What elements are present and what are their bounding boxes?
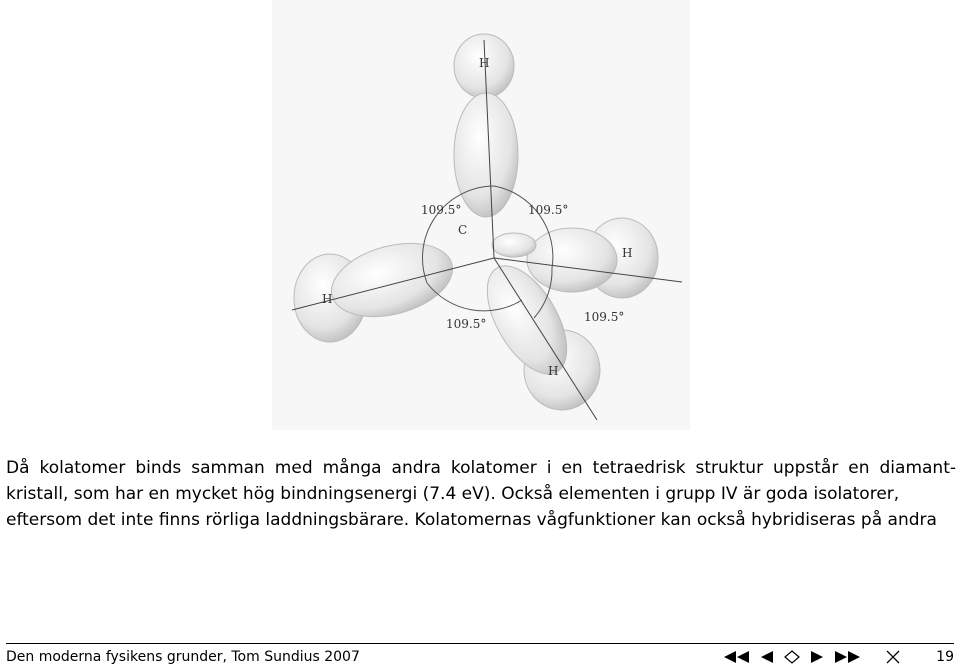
- body-paragraph: [6, 455, 956, 533]
- sp3-orbital-figure: [272, 0, 690, 430]
- double-right-arrow-icon: [834, 650, 862, 664]
- double-left-arrow-icon: [722, 650, 750, 664]
- atom-label-center: C: [458, 223, 468, 237]
- previous-page-button[interactable]: [760, 650, 774, 664]
- first-page-button[interactable]: [722, 650, 750, 664]
- body-line-1: Då kolatomer binds samman med många andra kolatomer i en tetraedrisk struktur uppstår en diamant-: [6, 458, 956, 478]
- footer-title: Den moderna fysikens grunder, Tom Sundius 2007: [6, 649, 360, 665]
- footer-rule: [6, 643, 954, 644]
- angle-label-lower-left: 109.5°: [446, 317, 487, 331]
- next-page-button[interactable]: [810, 650, 824, 664]
- diamond-icon: [784, 650, 800, 664]
- close-control: [886, 647, 910, 667]
- close-button[interactable]: [886, 650, 900, 664]
- left-arrow-icon: [760, 650, 774, 664]
- orbital-lobe-right: [527, 218, 658, 298]
- atom-label-right: H: [622, 246, 633, 260]
- angle-label-lower-right: 109.5°: [584, 310, 625, 324]
- navigation-controls: [722, 647, 872, 667]
- atom-label-bottom: H: [548, 364, 559, 378]
- go-back-button[interactable]: [784, 650, 800, 664]
- atom-label-top: H: [479, 56, 490, 70]
- angle-label-upper-left: 109.5°: [421, 203, 462, 217]
- orbital-lobe-left: [294, 231, 461, 342]
- right-arrow-icon: [810, 650, 824, 664]
- last-page-button[interactable]: [834, 650, 862, 664]
- close-icon: [886, 650, 900, 664]
- tetrahedral-orbital-diagram: [272, 0, 690, 430]
- atom-label-left: H: [322, 292, 333, 306]
- body-line-3: eftersom det inte finns rörliga laddningsbärare. Kolatomernas vågfunktioner kan också hybridiseras på andra: [6, 510, 937, 530]
- angle-label-upper-right: 109.5°: [528, 203, 569, 217]
- body-line-2: kristall, som har en mycket hög bindningsenergi (7.4 eV). Också elementen i grupp IV är goda isolatorer,: [6, 484, 900, 504]
- orbital-lobe-small: [492, 233, 536, 257]
- page-number: 19: [936, 649, 954, 665]
